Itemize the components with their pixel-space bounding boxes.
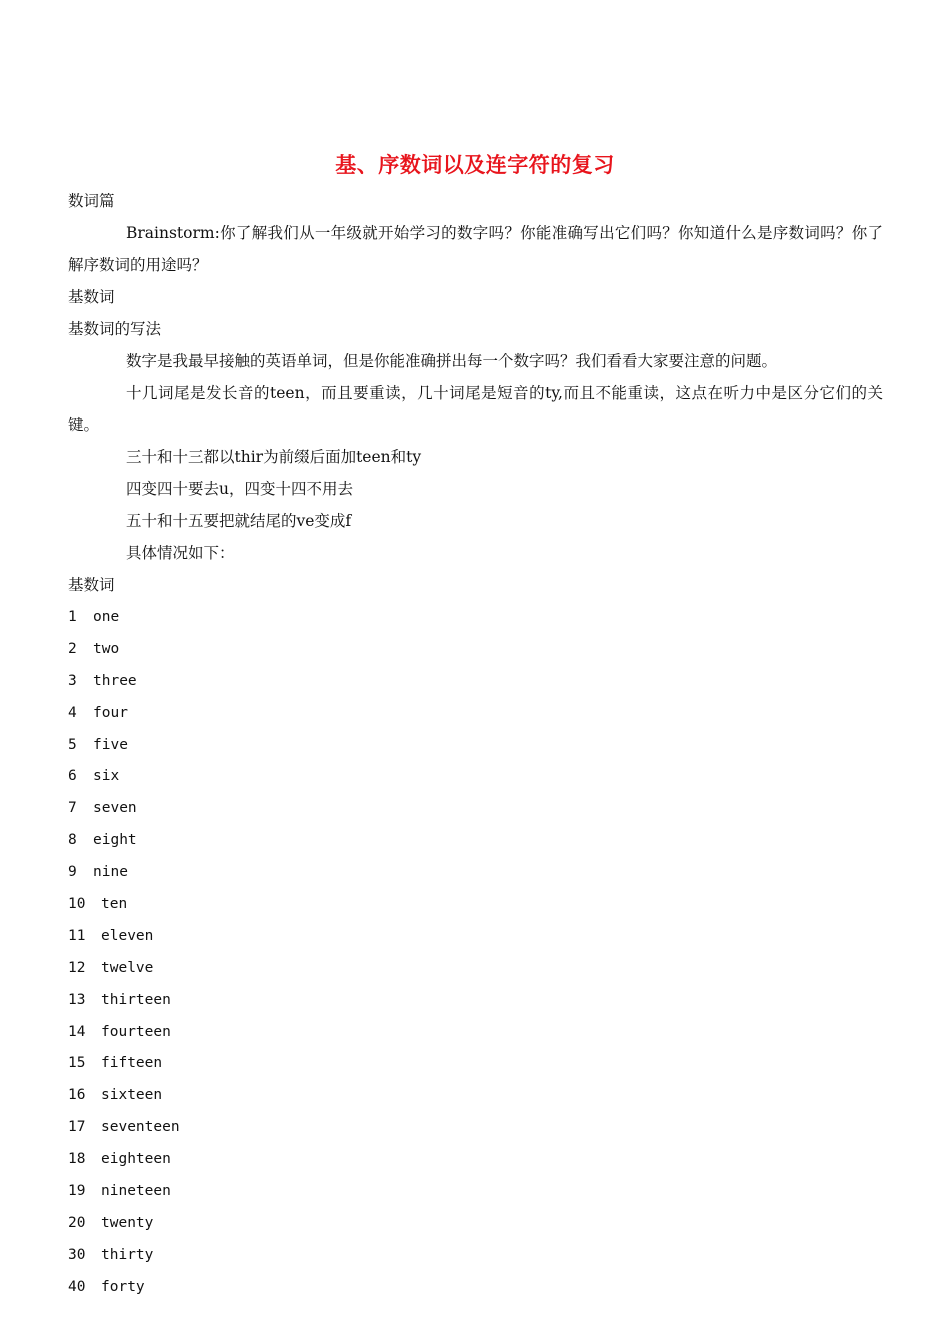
number-word: eleven <box>101 927 154 944</box>
list-item <box>68 697 883 729</box>
brainstorm-text: Brainstorm:你了解我们从一年级就开始学习的数字吗？你能准确写出它们吗？你知道什么是序数词吗？你了解序数词的用途吗？ <box>68 224 883 274</box>
number-digit: 18 <box>68 1151 86 1168</box>
list-item <box>68 1016 883 1048</box>
heading-cardinal-writing: 基数词的写法 <box>68 320 162 338</box>
list-item <box>68 984 883 1016</box>
list-item <box>68 760 883 792</box>
list-item <box>68 665 883 697</box>
number-digit: 9 <box>68 864 77 881</box>
rule-five: 五十和十五要把就结尾的ve变成f <box>126 512 352 530</box>
number-digit: 1 <box>68 609 77 625</box>
list-item <box>68 1207 883 1239</box>
number-word: twelve <box>101 959 154 976</box>
number-word: sixteen <box>101 1087 163 1104</box>
number-digit: 30 <box>68 1246 86 1263</box>
number-word: two <box>93 640 120 657</box>
list-item <box>68 1271 883 1303</box>
paragraph-intro: 数字是我最早接触的英语单词，但是你能准确拼出每一个数字吗？我们看看大家要注意的问题。 <box>126 352 778 370</box>
number-digit: 19 <box>68 1183 86 1200</box>
number-word: ten <box>101 896 128 913</box>
number-word: five <box>93 736 128 753</box>
paragraph-teen-ty: 十几词尾是发长音的teen，而且要重读，几十词尾是短音的ty,而且不能重读，这点在听力中是区分它们的关键。 <box>68 384 883 434</box>
number-word: four <box>93 704 128 721</box>
number-digit: 8 <box>68 832 77 849</box>
document-title: 基、序数词以及连字符的复习 <box>335 153 615 177</box>
list-item <box>68 792 883 824</box>
number-digit: 7 <box>68 800 77 817</box>
number-digit: 14 <box>68 1023 86 1040</box>
number-digit: 6 <box>68 768 77 785</box>
number-digit: 13 <box>68 991 86 1008</box>
list-item <box>68 1111 883 1143</box>
number-word: nine <box>93 864 128 881</box>
number-digit: 10 <box>68 896 86 913</box>
list-item <box>68 633 883 665</box>
number-word: twenty <box>101 1214 154 1231</box>
rule-four: 四变四十要去u，四变十四不用去 <box>126 480 353 498</box>
list-item <box>68 824 883 856</box>
list-item <box>68 1143 883 1175</box>
document-body <box>68 185 883 1303</box>
number-word: fifteen <box>101 1055 163 1072</box>
number-digit: 4 <box>68 704 77 721</box>
number-word: seven <box>93 800 137 817</box>
number-digit: 40 <box>68 1278 86 1295</box>
number-word: eighteen <box>101 1151 171 1168</box>
heading-cardinal: 基数词 <box>68 288 115 306</box>
list-item <box>68 920 883 952</box>
number-word: eight <box>93 832 137 849</box>
number-word: six <box>93 768 120 785</box>
number-digit: 20 <box>68 1214 86 1231</box>
brainstorm-paragraph <box>68 217 883 281</box>
number-digit: 5 <box>68 736 77 753</box>
list-item <box>68 1175 883 1207</box>
number-digit: 2 <box>68 640 77 657</box>
number-word: seventeen <box>101 1119 180 1136</box>
section-label: 数词篇 <box>68 192 115 210</box>
list-item <box>68 1047 883 1079</box>
list-item <box>68 729 883 761</box>
rule-thir: 三十和十三都以thir为前缀后面加teen和ty <box>126 448 422 466</box>
list-item <box>68 1079 883 1111</box>
rule-details: 具体情况如下： <box>126 544 235 562</box>
list-item <box>68 888 883 920</box>
number-digit: 12 <box>68 959 86 976</box>
list-item <box>68 856 883 888</box>
list-item <box>68 1239 883 1271</box>
list-item <box>68 952 883 984</box>
number-list <box>68 601 883 1303</box>
number-digit: 11 <box>68 927 86 944</box>
number-word: nineteen <box>101 1183 171 1200</box>
number-digit: 3 <box>68 672 77 689</box>
number-digit: 15 <box>68 1055 86 1072</box>
list-heading: 基数词 <box>68 576 115 594</box>
number-word: forty <box>101 1278 145 1295</box>
number-word: three <box>93 672 137 689</box>
number-word: thirteen <box>101 991 171 1008</box>
number-word: fourteen <box>101 1023 171 1040</box>
number-word: thirty <box>101 1246 154 1263</box>
list-item <box>68 601 883 633</box>
number-digit: 16 <box>68 1087 86 1104</box>
number-word: one <box>93 609 120 625</box>
number-digit: 17 <box>68 1119 86 1136</box>
